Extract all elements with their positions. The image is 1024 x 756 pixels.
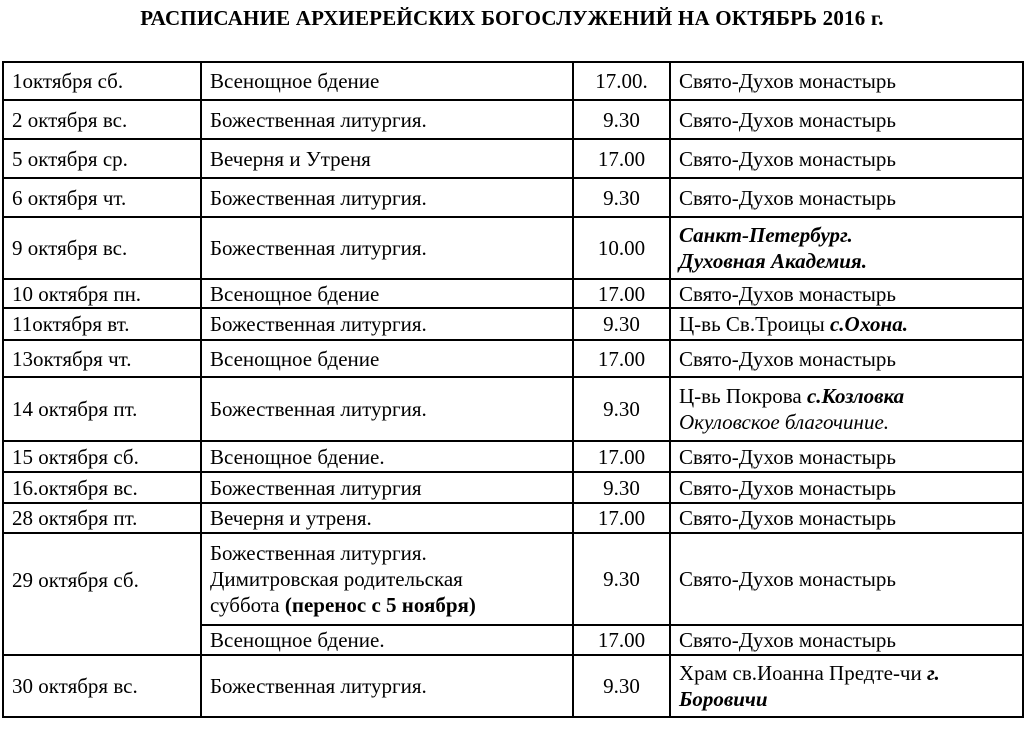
table-row xyxy=(3,62,1023,100)
service-memorial: Димитровская родительская xyxy=(210,567,463,591)
time-cell: 9.30 xyxy=(573,100,670,139)
table-row xyxy=(3,178,1023,217)
service-cell xyxy=(201,533,573,625)
time-cell: 17.00 xyxy=(573,139,670,178)
date-cell: 16.октября вс. xyxy=(3,472,201,503)
service-cell: Всенощное бдение xyxy=(201,279,573,308)
place-city: Боровичи xyxy=(679,687,768,711)
table-row xyxy=(3,441,1023,472)
table-row xyxy=(3,533,1023,625)
table-row xyxy=(3,308,1023,340)
place-cell: Свято-Духов монастырь xyxy=(670,178,1023,217)
time-cell: 9.30 xyxy=(573,655,670,717)
service-cell: Всенощное бдение. xyxy=(201,441,573,472)
date-cell: 1октября сб. xyxy=(3,62,201,100)
date-cell: 6 октября чт. xyxy=(3,178,201,217)
date-cell: 15 октября сб. xyxy=(3,441,201,472)
date-cell: 10 октября пн. xyxy=(3,279,201,308)
place-city: Санкт-Петербург. xyxy=(679,223,853,247)
service-cell: Вечерня и Утреня xyxy=(201,139,573,178)
time-cell: 10.00 xyxy=(573,217,670,279)
service-cell: Вечерня и утреня. xyxy=(201,503,573,533)
time-cell: 17.00 xyxy=(573,279,670,308)
time-cell: 9.30 xyxy=(573,308,670,340)
place-cell xyxy=(670,308,1023,340)
place-cell: Свято-Духов монастырь xyxy=(670,139,1023,178)
service-saturday: суббота xyxy=(210,593,280,617)
table-row xyxy=(3,655,1023,717)
service-cell: Божественная литургия. xyxy=(201,377,573,441)
place-cell: Свято-Духов монастырь xyxy=(670,625,1023,655)
place-cell: Свято-Духов монастырь xyxy=(670,503,1023,533)
time-cell: 9.30 xyxy=(573,178,670,217)
table-row xyxy=(3,377,1023,441)
place-cell: Свято-Духов монастырь xyxy=(670,279,1023,308)
date-cell: 14 октября пт. xyxy=(3,377,201,441)
place-cell: Свято-Духов монастырь xyxy=(670,472,1023,503)
table-row xyxy=(3,340,1023,377)
time-cell: 9.30 xyxy=(573,377,670,441)
date-cell: 5 октября ср. xyxy=(3,139,201,178)
date-cell: 28 октября пт. xyxy=(3,503,201,533)
date-cell: 2 октября вс. xyxy=(3,100,201,139)
place-cell: Свято-Духов монастырь xyxy=(670,340,1023,377)
service-cell: Божественная литургия. xyxy=(201,308,573,340)
table-row xyxy=(3,503,1023,533)
place-cell xyxy=(670,377,1023,441)
service-cell: Божественная литургия xyxy=(201,472,573,503)
table-row xyxy=(3,139,1023,178)
service-cell: Божественная литургия. xyxy=(201,217,573,279)
place-village: с.Козловка xyxy=(806,384,905,408)
table-row xyxy=(3,472,1023,503)
place-church: Ц-вь Покрова xyxy=(679,384,802,408)
date-cell xyxy=(3,625,201,655)
place-village: с.Охона. xyxy=(829,312,908,336)
table-row xyxy=(3,217,1023,279)
service-cell: Всенощное бдение xyxy=(201,340,573,377)
place-church: Ц-вь Св.Троицы xyxy=(679,312,825,336)
place-cell: Свято-Духов монастырь xyxy=(670,62,1023,100)
place-city-prefix: г. xyxy=(926,661,940,685)
date-cell: 13октября чт. xyxy=(3,340,201,377)
page-title: РАСПИСАНИЕ АРХИЕРЕЙСКИХ БОГОСЛУЖЕНИЙ НА ОКТЯБРЬ 2016 г. xyxy=(140,6,884,30)
table-row xyxy=(3,625,1023,655)
place-cell: Свято-Духов монастырь xyxy=(670,100,1023,139)
date-cell: 29 октября сб. xyxy=(3,533,201,625)
place-deanery: Окуловское благочиние. xyxy=(679,410,890,434)
time-cell: 9.30 xyxy=(573,533,670,625)
schedule-table xyxy=(2,61,1024,718)
service-liturgy: Божественная литургия. xyxy=(210,541,427,565)
place-church: Храм св.Иоанна Предте-чи xyxy=(679,661,922,685)
place-cell: Свято-Духов монастырь xyxy=(670,441,1023,472)
place-academy: Духовная Академия. xyxy=(679,249,867,273)
table-row xyxy=(3,100,1023,139)
service-note: (перенос с 5 ноября) xyxy=(284,593,476,617)
place-cell xyxy=(670,655,1023,717)
date-cell: 9 октября вс. xyxy=(3,217,201,279)
date-cell: 11октября вт. xyxy=(3,308,201,340)
service-cell: Всенощное бдение xyxy=(201,62,573,100)
service-cell: Божественная литургия. xyxy=(201,655,573,717)
service-cell: Божественная литургия. xyxy=(201,178,573,217)
time-cell: 17.00. xyxy=(573,62,670,100)
table-row xyxy=(3,279,1023,308)
service-cell: Всенощное бдение. xyxy=(201,625,573,655)
place-cell xyxy=(670,217,1023,279)
date-cell: 30 октября вс. xyxy=(3,655,201,717)
time-cell: 17.00 xyxy=(573,340,670,377)
time-cell: 9.30 xyxy=(573,472,670,503)
place-cell: Свято-Духов монастырь xyxy=(670,533,1023,625)
service-cell: Божественная литургия. xyxy=(201,100,573,139)
time-cell: 17.00 xyxy=(573,503,670,533)
time-cell: 17.00 xyxy=(573,441,670,472)
time-cell: 17.00 xyxy=(573,625,670,655)
